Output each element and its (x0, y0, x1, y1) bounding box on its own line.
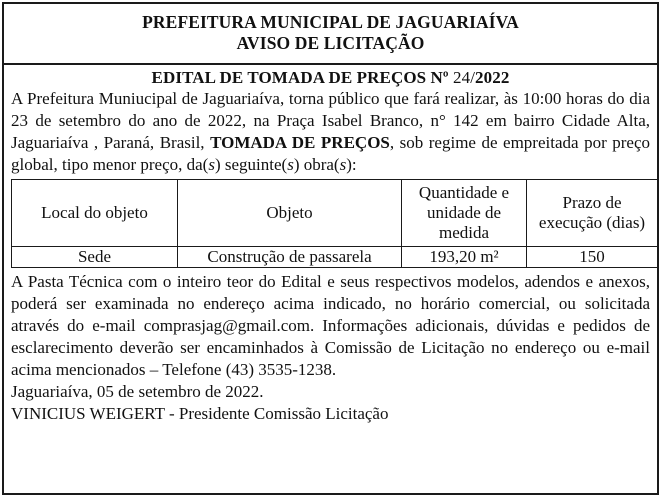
cell-local: Sede (12, 247, 178, 268)
intro-text-4: ) obra( (293, 155, 340, 174)
intro-text-2: , sob regime de empreitada por preço global, tipo menor preço, da( (11, 133, 650, 174)
table-row (12, 247, 658, 268)
cell-quantidade: 193,20 m² (402, 247, 527, 268)
notice-body (4, 65, 657, 425)
header-objeto: Objeto (178, 180, 402, 247)
plural-s-3: s (339, 155, 347, 174)
intro-text-3: ) seguinte( (214, 155, 288, 174)
header-prazo: Prazo de execução (dias) (527, 180, 658, 247)
edital-year: 2022 (475, 68, 510, 87)
intro-text-5: ): (346, 155, 357, 174)
cell-prazo: 150 (527, 247, 658, 268)
cell-objeto: Construção de passarela (178, 247, 402, 268)
notice-header (4, 4, 657, 65)
intro-paragraph (11, 88, 650, 176)
prefecture-title: PREFEITURA MUNICIPAL DE JAGUARIAÍVA (142, 12, 519, 32)
date-line: Jaguariaíva, 05 de setembro de 2022. (11, 382, 264, 401)
edital-number: 24/ (453, 68, 476, 87)
signature-line: VINICIUS WEIGERT - Presidente Comissão Licitação (11, 404, 389, 423)
table-header-row (12, 180, 658, 247)
header-quantidade: Quantidade e unidade de medida (402, 180, 527, 247)
intro-text-1: A Prefeitura Muniucipal de Jaguariaíva, torna público que fará realizar, às 10:00 horas do dia 23 de setembro do ano de 2022, na Praça Isabel Branco, n° 142 em bairro Cidade Alta, Jaguariaíva , Paraná, Brasil, (11, 89, 650, 152)
plural-s-2: s (287, 155, 294, 174)
notice-title: AVISO DE LICITAÇÃO (236, 33, 425, 53)
plural-s-1: s (208, 155, 215, 174)
edital-title (11, 68, 650, 88)
objects-table (11, 179, 658, 268)
header-local: Local do objeto (12, 180, 178, 247)
pasta-paragraph: A Pasta Técnica com o inteiro teor do Edital e seus respectivos modelos, adendos e anexos, poderá ser examinada no endereço acima indicado, no horário comercial, ou solicitada através do e-mail comprasjag@gmail.com. Informações adicionais, dúvidas e pedidos de esclarecimento deverão ser encaminhados à Comissão de Licitação no endereço ou e-mail acima mencionados – Telefone (43) 3535-1238. (11, 272, 650, 379)
bid-notice (2, 2, 659, 495)
modality: TOMADA DE PREÇOS (210, 133, 390, 152)
edital-title-prefix: EDITAL DE TOMADA DE PREÇOS Nº (151, 68, 449, 87)
